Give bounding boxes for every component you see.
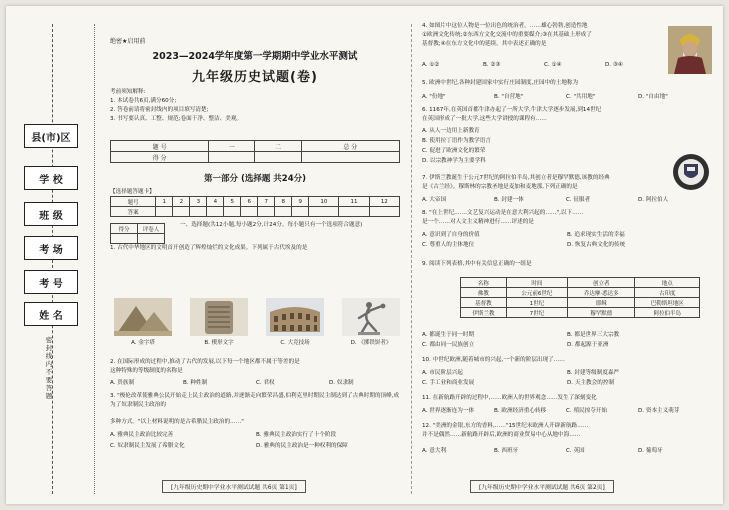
answer-cell[interactable]	[173, 207, 190, 217]
option[interactable]: C. 尊重人的主体地位	[422, 242, 475, 248]
answer-number: 10	[309, 197, 339, 207]
question-4-line2: ①欧洲文化传统;②东西方文化交流中的重要媒介;③在其基础上形成了	[422, 32, 592, 38]
option[interactable]: B. 种姓制	[183, 380, 208, 386]
answer-cell[interactable]	[369, 207, 399, 217]
clay-tablet-icon	[190, 298, 248, 336]
answer-cell[interactable]	[190, 207, 207, 217]
option[interactable]: D. 恢复古典文化的传统	[567, 242, 626, 248]
question-3-options-2	[110, 441, 402, 449]
option[interactable]: A. ①②	[422, 62, 440, 68]
answer-number: 9	[292, 197, 309, 207]
option[interactable]: A. 大帝国	[422, 197, 447, 203]
oxford-crest-icon	[672, 152, 710, 192]
option[interactable]: A. 雅典民主政治比较完善	[110, 432, 174, 438]
score-cell[interactable]	[255, 152, 301, 163]
question-9-options	[422, 330, 712, 338]
table-cell: 阿拉伯半岛	[635, 308, 700, 318]
field-room[interactable]: 考 场	[24, 236, 78, 260]
field-number[interactable]: 考 号	[24, 270, 78, 294]
question-12-options	[422, 446, 712, 454]
option[interactable]: D. 都起源于亚洲	[567, 342, 609, 348]
answer-number: 5	[224, 197, 241, 207]
option[interactable]: A. 市民阶层兴起	[422, 370, 463, 376]
question-1-images	[112, 298, 402, 346]
charlemagne-portrait-icon	[668, 26, 712, 74]
exam-sheet	[6, 6, 723, 504]
question-6-option-c[interactable]: C. 促进了欧洲文化的繁荣	[422, 148, 486, 154]
option-d-discobolus[interactable]	[340, 298, 402, 346]
question-11: 11. 在新航路开辟的过程中,……欧洲人的世界观念……发生了深刻变化	[422, 395, 597, 401]
question-4: 4. 如图片中这位人物是一位出色的统治者。……雄心勃勃,创造性地	[422, 23, 588, 29]
notes-header: 考前须知解释:	[110, 89, 146, 95]
scorer-label: 评卷人	[138, 224, 165, 234]
option[interactable]: B. ②③	[483, 62, 501, 68]
question-6-option-a[interactable]: A. 从人一边用上新教育	[422, 128, 480, 134]
option[interactable]: D. 葡萄牙	[638, 448, 663, 454]
answer-cell[interactable]	[224, 207, 241, 217]
answer-cell[interactable]	[275, 207, 292, 217]
option[interactable]: A. 世界逐渐连为一体	[422, 408, 475, 414]
table-row	[461, 298, 700, 308]
option[interactable]: B. 追求现实生活的幸福	[567, 232, 625, 238]
answer-number: 7	[258, 197, 275, 207]
option[interactable]: D. 资本主义萌芽	[638, 408, 680, 414]
scorer-label: 得分	[111, 224, 138, 234]
score-row-label: 得 分	[111, 152, 209, 163]
score-header: 题 号	[111, 141, 209, 152]
question-2: 2. 在国际形成的过程中,推动了古代的发展,以下每一个地区都不属于等差的是	[110, 359, 300, 365]
answer-cell[interactable]	[207, 207, 224, 217]
option-c-colosseum[interactable]	[264, 298, 326, 346]
question-10-options	[422, 368, 712, 376]
discus-thrower-icon	[342, 298, 400, 336]
option[interactable]: C. "共用地"	[566, 94, 596, 100]
scorer-cell[interactable]	[138, 234, 165, 244]
option[interactable]: D. ③④	[605, 62, 623, 68]
seal-line	[94, 24, 95, 494]
option-c-caption: C. 大竞技场	[280, 340, 310, 346]
option[interactable]: B. 欧洲经济重心转移	[494, 408, 547, 414]
table-cell: 佛教	[461, 288, 507, 298]
option-b-caption: B. 楔形文字	[204, 340, 234, 346]
answer-cell[interactable]	[241, 207, 258, 217]
option[interactable]: A. 意识到了自身的价值	[422, 232, 480, 238]
option[interactable]: D. 奴隶制	[329, 380, 354, 386]
colosseum-icon	[266, 298, 324, 336]
question-12-line2: 并不是偶然……新航路开辟后,欧洲的商业贸易中心从地中海……	[422, 432, 581, 438]
answer-cell[interactable]	[309, 207, 339, 217]
score-header: 一	[209, 141, 255, 152]
question-8-options-2	[422, 240, 712, 248]
pyramid-icon	[114, 298, 172, 336]
option[interactable]: C. ①④	[544, 62, 562, 68]
question-12: 12. "美洲的金银,东方的香料,……"15世纪末欧洲人开辟新航路……	[422, 423, 589, 429]
exam-subtitle: 九年级历史试题(卷)	[192, 70, 318, 85]
option[interactable]: C. 手工业和商业发展	[422, 380, 475, 386]
answer-cell[interactable]	[339, 207, 369, 217]
score-cell[interactable]	[209, 152, 255, 163]
page-footer: [九年级历史期中学业水平测试试题 共6页 第1页]	[162, 480, 306, 493]
part-title: 第一部分 (选择题 共24分)	[203, 174, 307, 184]
option[interactable]: C. 殖民掠夺开始	[566, 408, 608, 414]
option[interactable]: A. 都诞生于同一时期	[422, 332, 475, 338]
center-fold	[411, 24, 412, 494]
option-b-cuneiform[interactable]	[188, 298, 250, 346]
table-header: 地点	[635, 278, 700, 288]
option[interactable]: B. 封建一体	[494, 197, 524, 203]
binding-strip	[6, 6, 98, 504]
answer-number: 11	[339, 197, 369, 207]
note-item: 1. 本试卷共6页,满分60分;	[110, 98, 177, 104]
answer-number: 4	[207, 197, 224, 207]
answer-cell[interactable]	[292, 207, 309, 217]
option[interactable]: C. 都由同一民族创立	[422, 342, 475, 348]
question-4-options	[422, 62, 666, 68]
question-5: 5. 欧洲中世纪,各种封建国家中实行庄园制度,庄园中的土地称为	[422, 80, 579, 86]
table-cell: 1世纪	[506, 298, 567, 308]
question-11-options	[422, 406, 712, 414]
question-5-options	[422, 92, 712, 100]
religion-table	[460, 277, 700, 318]
answer-number: 1	[156, 197, 173, 207]
question-3-line2: 多种方式。"以上材料说明的是古希腊民主政治的……"	[110, 419, 244, 425]
table-cell: 伊斯兰教	[461, 308, 507, 318]
question-10: 10. 中世纪欧洲,随着城市的兴起,一个新的阶层出现了……	[422, 357, 565, 363]
question-8-options	[422, 230, 712, 238]
page-two	[416, 6, 716, 504]
answer-row-label: 答案	[111, 207, 156, 217]
table-cell: 基督教	[461, 298, 507, 308]
exam-title: 2023—2024学年度第一学期期中学业水平测试	[152, 51, 358, 62]
answer-table	[110, 196, 400, 217]
table-header: 时间	[506, 278, 567, 288]
table-row	[461, 288, 700, 298]
table-cell: 乔达摩·悉达多	[567, 288, 634, 298]
note-item: 3. 书写要认真、工整、规范;卷面干净、整洁、美观。	[110, 116, 243, 122]
option[interactable]: D. 雅典的民主政治是一种权利的保障	[256, 443, 348, 449]
field-district[interactable]: 县(市)区	[24, 124, 78, 148]
score-header: 总 分	[301, 141, 399, 152]
question-9: 9. 阅读下列表格,其中有关信息正确的一组是	[422, 261, 532, 267]
question-4-line3: 基督教;④在东方文化中的延续。其中表述正确的是	[422, 41, 547, 47]
option[interactable]: D. 阿拉伯人	[638, 197, 669, 203]
field-school[interactable]: 学 校	[24, 166, 78, 190]
score-table	[110, 140, 400, 163]
question-10-options-2	[422, 378, 712, 386]
answer-number: 2	[173, 197, 190, 207]
scorer-table	[110, 223, 165, 244]
question-1: 1. 古代中华地区的文明首开创造了辉煌灿烂的文化成果。下列属于古代埃及的是	[110, 245, 308, 251]
scorer-cell[interactable]	[111, 234, 138, 244]
option[interactable]: A. 贵族制	[110, 380, 135, 386]
answer-cell[interactable]	[156, 207, 173, 217]
option[interactable]: A. 意大利	[422, 448, 447, 454]
question-6-option-b[interactable]: B. 使用拉丁语作为教学语言	[422, 138, 491, 144]
table-cell: 穆罕默德	[567, 308, 634, 318]
answer-number: 6	[241, 197, 258, 207]
answer-number: 3	[190, 197, 207, 207]
question-6-option-d[interactable]: D. 以宗教神学为主要学科	[422, 158, 486, 164]
table-cell: 公元前6世纪	[506, 288, 567, 298]
option[interactable]: A. "份地"	[422, 94, 446, 100]
page-one	[102, 6, 408, 504]
question-2-line2: 这种特殊的等级制度的名称是	[110, 368, 183, 374]
note-item: 2. 答卷前请将密封线内的项目填写清楚;	[110, 107, 209, 113]
field-name[interactable]: 姓 名	[24, 302, 78, 326]
score-cell[interactable]	[301, 152, 399, 163]
option-a-caption: A. 金字塔	[131, 340, 155, 346]
seal-note: 密封线内不要答题	[45, 336, 53, 400]
page-footer: [九年级历史期中学业水平测试试题 共6页 第2页]	[470, 480, 614, 493]
option-a-pyramid[interactable]	[112, 298, 174, 346]
option[interactable]: C. 征服者	[566, 197, 591, 203]
question-7-line2: 是《古兰经》。穆斯林的宗教圣地是麦加和麦地那,下列正确的是	[422, 184, 578, 190]
table-cell: 耶稣	[567, 298, 634, 308]
answer-cell[interactable]	[258, 207, 275, 217]
option[interactable]: B. 西班牙	[494, 448, 519, 454]
question-3: 3. "梭伦改革使雅典公民开始走上民主政治的道路,并逐渐走向繁荣昌盛,伯利克里时期民主制达到了古典时期的顶峰,成为了奴隶制民主政治的	[110, 393, 400, 408]
option[interactable]: B. "自营地"	[494, 94, 524, 100]
answer-number: 12	[369, 197, 399, 207]
option-d-caption: D. 《掷铁饼者》	[350, 340, 392, 346]
table-cell: 7世纪	[506, 308, 567, 318]
option[interactable]: C. 英国	[566, 448, 585, 454]
question-6: 6. 1167年,在英国首都牛津办起了一所大学,牛津大学逐步发展,到14世纪	[422, 107, 602, 113]
table-cell: 古印度	[635, 288, 700, 298]
question-6-line2: 在英国形成了一批大学,这些大学讲授的课程有……	[422, 116, 547, 122]
table-cell: 巴勒斯坦地区	[635, 298, 700, 308]
answer-number: 8	[275, 197, 292, 207]
question-9-options-2	[422, 340, 712, 348]
question-8-line2: 是一个……对人文主义精神进行……评述的是	[422, 219, 534, 225]
exam-notes	[110, 88, 400, 124]
table-row	[461, 308, 700, 318]
option[interactable]: B. 封建等级制度森严	[567, 370, 620, 376]
option[interactable]: D. "自由地"	[638, 94, 668, 100]
option[interactable]: B. 雅典民主政治实行了十个阶段	[256, 432, 337, 438]
answer-header: 题号	[111, 197, 156, 207]
field-class[interactable]: 班 级	[24, 202, 78, 226]
option[interactable]: C. 君权	[256, 380, 275, 386]
question-8: 8. "在上世纪,……文艺复兴运动是在意大利兴起的……",以下……	[422, 210, 584, 216]
option[interactable]: D. 天主教会的控制	[567, 380, 615, 386]
table-header: 名称	[461, 278, 507, 288]
question-2-options	[110, 378, 402, 386]
question-3-options	[110, 430, 402, 438]
answer-card-label: 【选择题答题卡】	[110, 189, 155, 195]
option[interactable]: C. 奴隶制民主发展了希腊文化	[110, 443, 185, 449]
question-7-options	[422, 195, 712, 203]
option[interactable]: B. 都是世界三大宗教	[567, 332, 620, 338]
score-header: 二	[255, 141, 301, 152]
question-7: 7. 伊斯兰教诞生于公元7世纪的阿拉伯半岛,其创立者是穆罕默德,该教的经典	[422, 175, 610, 181]
table-header: 创立者	[567, 278, 634, 288]
secret-label: 绝密★启用前	[110, 38, 146, 45]
section-intro: 一、选择题(共12小题,每小题2分,计24分。每小题只有一个选项符合题意)	[180, 222, 363, 228]
